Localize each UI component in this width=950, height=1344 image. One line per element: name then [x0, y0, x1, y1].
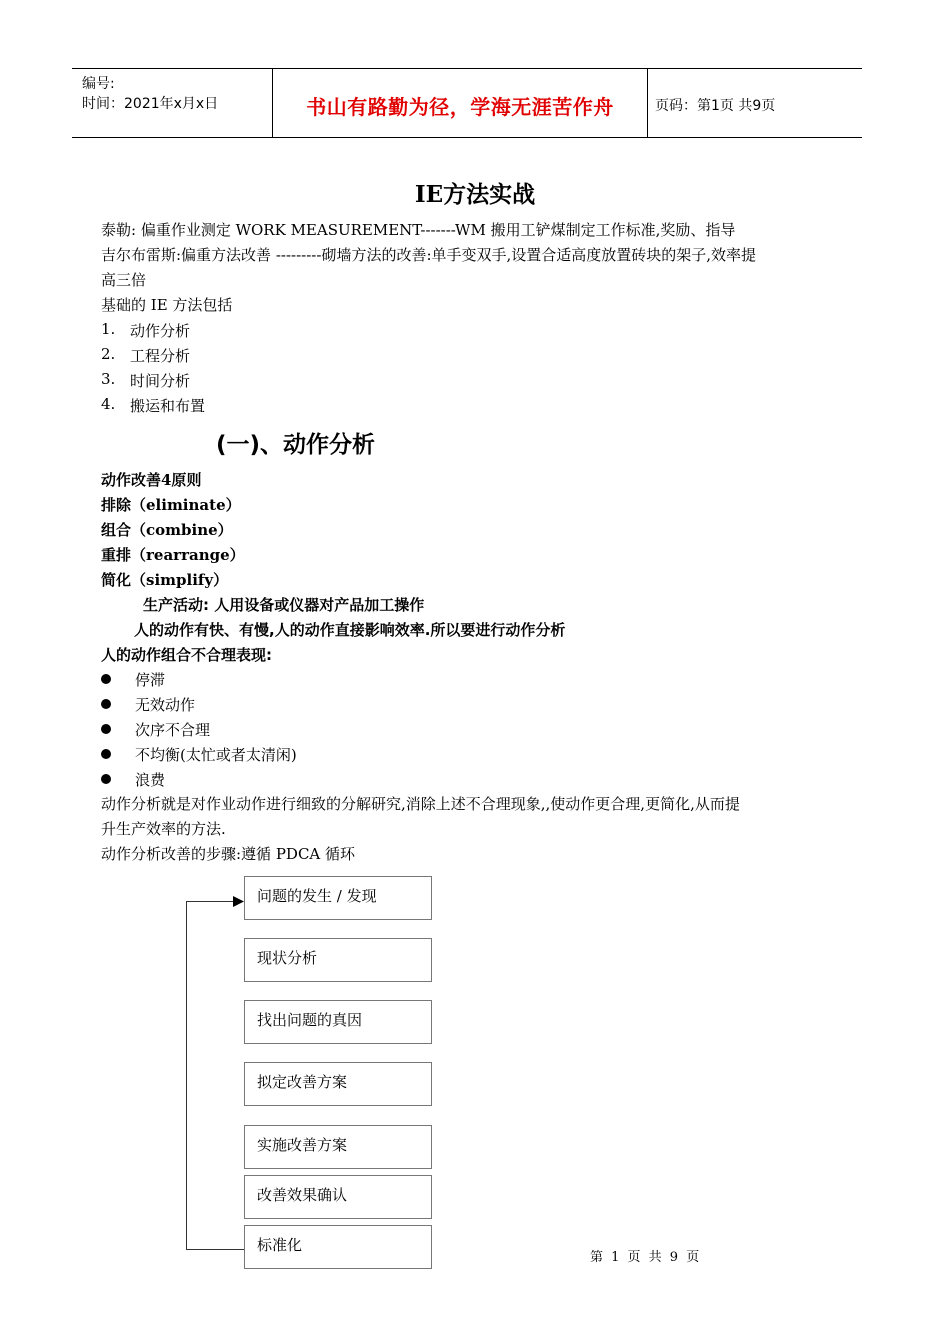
bullet-item: 不均衡(太忙或者太清闲): [135, 746, 297, 764]
document-header: [72, 68, 862, 138]
flow-step-label: 改善效果确认: [257, 1186, 348, 1204]
loop-vertical-line: [186, 901, 187, 1249]
flow-step: [244, 1225, 432, 1269]
production-activity: 生产活动: 人用设备或仪器对产品加工操作: [143, 596, 425, 614]
flow-step-label: 实施改善方案: [257, 1136, 348, 1154]
header-right-cell: [647, 69, 862, 137]
principle-item: 重排（rearrange）: [101, 546, 245, 564]
flow-step-label: 现状分析: [257, 949, 318, 967]
principle-item: 简化（simplify）: [101, 571, 229, 589]
section-heading: (一)、动作分析: [216, 432, 376, 458]
principle-item: 排除（eliminate）: [101, 496, 241, 514]
flow-step: [244, 1000, 432, 1044]
bullet-icon: [101, 749, 111, 759]
motto-text: 书山有路勤为径，学海无涯苦作舟: [306, 95, 614, 119]
intro-taylor: 泰勒: 偏重作业测定 WORK MEASUREMENT-------WM 搬用工铲煤制定工作标准,奖励、指导: [101, 221, 736, 239]
page-label: 页码：第1页 共9页: [655, 98, 776, 114]
method-number: 2.: [101, 345, 116, 363]
bullet-item: 浪费: [135, 771, 166, 789]
method-item: 搬运和布置: [130, 397, 206, 415]
page-footer: 第 1 页 共 9 页: [590, 1250, 702, 1265]
header-left-cell: [72, 69, 272, 137]
intro-methods-heading: 基础的 IE 方法包括: [101, 296, 233, 314]
loop-bottom-line: [186, 1249, 244, 1250]
pdca-intro: 动作分析改善的步骤:遵循 PDCA 循环: [101, 845, 356, 863]
flow-step-label: 问题的发生 / 发现: [257, 887, 377, 905]
bullet-item: 次序不合理: [135, 721, 211, 739]
flow-step-label: 拟定改善方案: [257, 1073, 348, 1091]
flow-step: [244, 938, 432, 982]
method-number: 1.: [101, 320, 116, 338]
flow-step: [244, 1125, 432, 1169]
production-speed: 人的动作有快、有慢,人的动作直接影响效率.所以要进行动作分析: [134, 621, 566, 639]
page-title: IE方法实战: [414, 181, 536, 208]
flow-step-label: 找出问题的真因: [257, 1011, 363, 1029]
method-number: 4.: [101, 395, 116, 413]
bullet-item: 停滞: [135, 671, 166, 689]
loop-top-line: [186, 901, 234, 902]
flow-step: [244, 1062, 432, 1106]
method-number: 3.: [101, 370, 116, 388]
principle-item: 组合（combine）: [101, 521, 233, 539]
number-label: 编号:: [82, 76, 115, 92]
flow-step: [244, 876, 432, 920]
bullet-icon: [101, 774, 111, 784]
bullet-icon: [101, 699, 111, 709]
unreasonable-heading: 人的动作组合不合理表现:: [101, 646, 272, 664]
method-item: 时间分析: [130, 372, 191, 390]
flow-step-label: 标准化: [257, 1236, 303, 1254]
time-label: 时间：2021年x月x日: [82, 96, 219, 112]
method-item: 动作分析: [130, 322, 191, 340]
definition-text: 动作分析就是对作业动作进行细致的分解研究,消除上述不合理现象,,使动作更合理,更简化,从而提: [101, 795, 740, 813]
flow-step: [244, 1175, 432, 1219]
method-item: 工程分析: [130, 347, 191, 365]
bullet-icon: [101, 674, 111, 684]
definition-text-cont: 升生产效率的方法.: [101, 820, 226, 838]
intro-gilbreth-cont: 高三倍: [101, 271, 147, 289]
intro-gilbreth: 吉尔布雷斯:偏重方法改善 ---------砌墙方法的改善:单手变双手,设置合适高度放置砖块的架子,效率提: [101, 246, 757, 264]
principles-heading: 动作改善4原则: [101, 471, 202, 489]
bullet-item: 无效动作: [135, 696, 196, 714]
bullet-icon: [101, 724, 111, 734]
header-motto-cell: [272, 69, 648, 137]
